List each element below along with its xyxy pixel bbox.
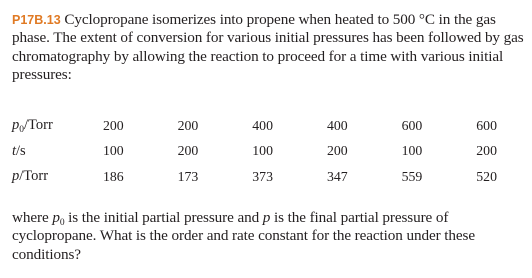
table-cell: 200 xyxy=(102,117,124,133)
table-cell: 347 xyxy=(326,168,348,184)
table-cell: 100 xyxy=(102,143,124,159)
table-row-initial-pressure xyxy=(12,113,524,139)
problem-number: P17B.13 xyxy=(12,13,61,27)
row-label-initial-pressure: $p_0$/Torr xyxy=(12,117,53,136)
table-cell: 559 xyxy=(401,168,423,184)
table-cell: 200 xyxy=(476,143,497,159)
table-row-time xyxy=(12,139,524,165)
table-cell: 400 xyxy=(326,117,348,133)
table-cell: 200 xyxy=(177,117,199,133)
data-table xyxy=(12,113,524,190)
table-cell: 100 xyxy=(401,143,423,159)
footer-question: where $p_0$ is the initial partial pressure and p is the final partial pressure of cyclopropane. What is the order and rate constant for the reaction under these conditions? xyxy=(12,209,475,263)
row-label-final-pressure: p/Torr xyxy=(12,168,49,185)
table-cell: 173 xyxy=(177,168,199,184)
table-cell: 200 xyxy=(177,143,199,159)
p0-symbol: p xyxy=(52,209,60,226)
p-symbol: p xyxy=(262,209,271,226)
table-cell: 100 xyxy=(252,143,273,159)
table-cell: 600 xyxy=(401,117,423,133)
problem-statement xyxy=(12,11,524,85)
table-cell: 200 xyxy=(326,143,348,159)
row-label-time: t/s xyxy=(12,142,26,159)
table-cell: 186 xyxy=(102,168,124,184)
table-cell: 400 xyxy=(252,117,273,133)
table-cell: 520 xyxy=(476,168,497,184)
table-row-final-pressure xyxy=(12,164,524,190)
table-cell: 373 xyxy=(252,168,273,184)
problem-text: Cyclopropane isomerizes into propene when heated to 500 °C in the gas phase. The extent of conversion for various initial pressures has been followed by gas chromatography by allowing the reaction to proceed for a time with various initial pressures: xyxy=(12,11,524,84)
table-cell: 600 xyxy=(476,117,497,133)
